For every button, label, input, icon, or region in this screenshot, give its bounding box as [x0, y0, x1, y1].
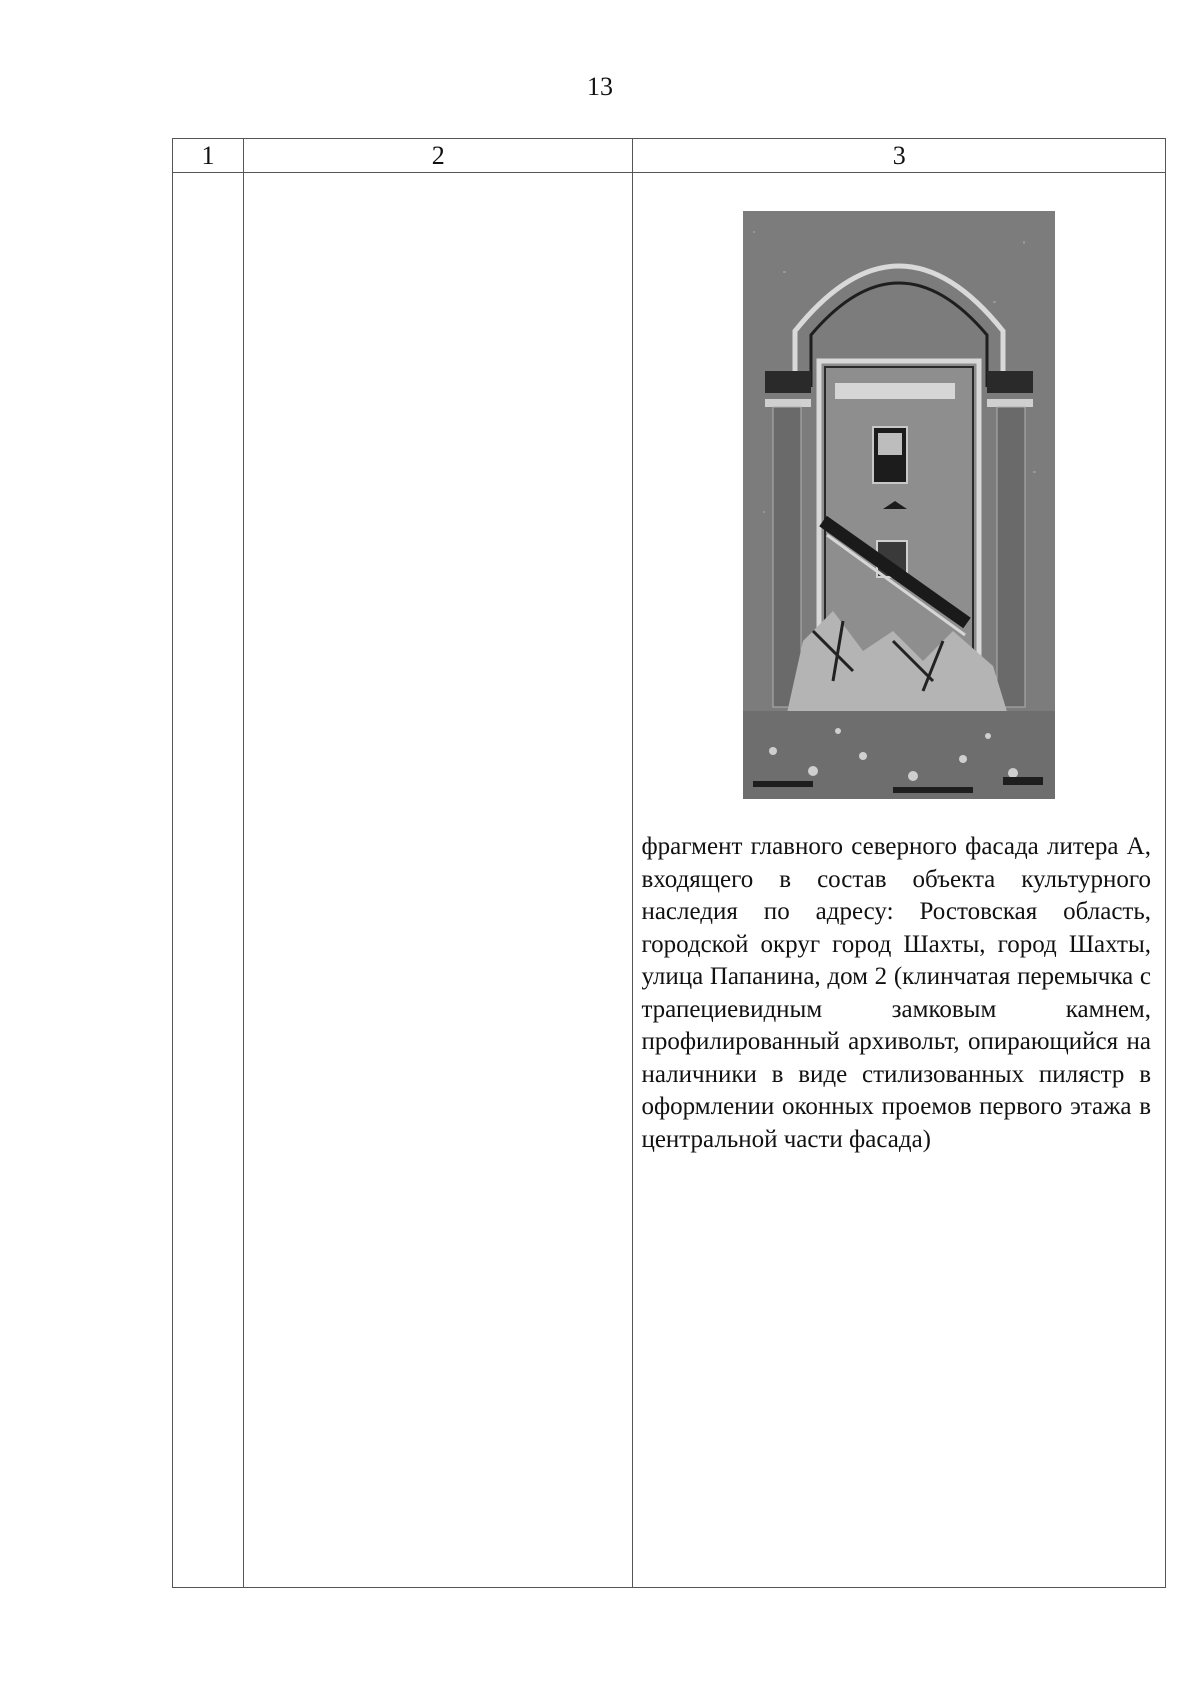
- cell-col-1: [173, 173, 244, 1588]
- page-number: 13: [587, 72, 613, 101]
- cell-col-3: [633, 173, 1166, 1588]
- facade-photo-icon: [743, 211, 1055, 799]
- document-table: [172, 138, 1166, 1588]
- photo-caption: фрагмент главного северного фасада литера А, входящего в состав объекта культурного наследия по адресу: Ростовская область, городской округ город Шахты, город Шахты, улица Папанина, дом 2 (клинчатая перемычка с трапециевидным замковым камнем, профилированный архивольт, опирающийся на наличники в виде стилизованных пилястр в оформлении оконных проемов первого этажа в центральной части фасада): [641, 833, 1151, 1153]
- table-header-row: [173, 139, 1166, 173]
- header-col-3: 3: [633, 139, 1166, 173]
- cell-col-2: [244, 173, 633, 1588]
- header-col-2: 2: [244, 139, 633, 173]
- table-row: [173, 173, 1166, 1588]
- header-col-1: 1: [173, 139, 244, 173]
